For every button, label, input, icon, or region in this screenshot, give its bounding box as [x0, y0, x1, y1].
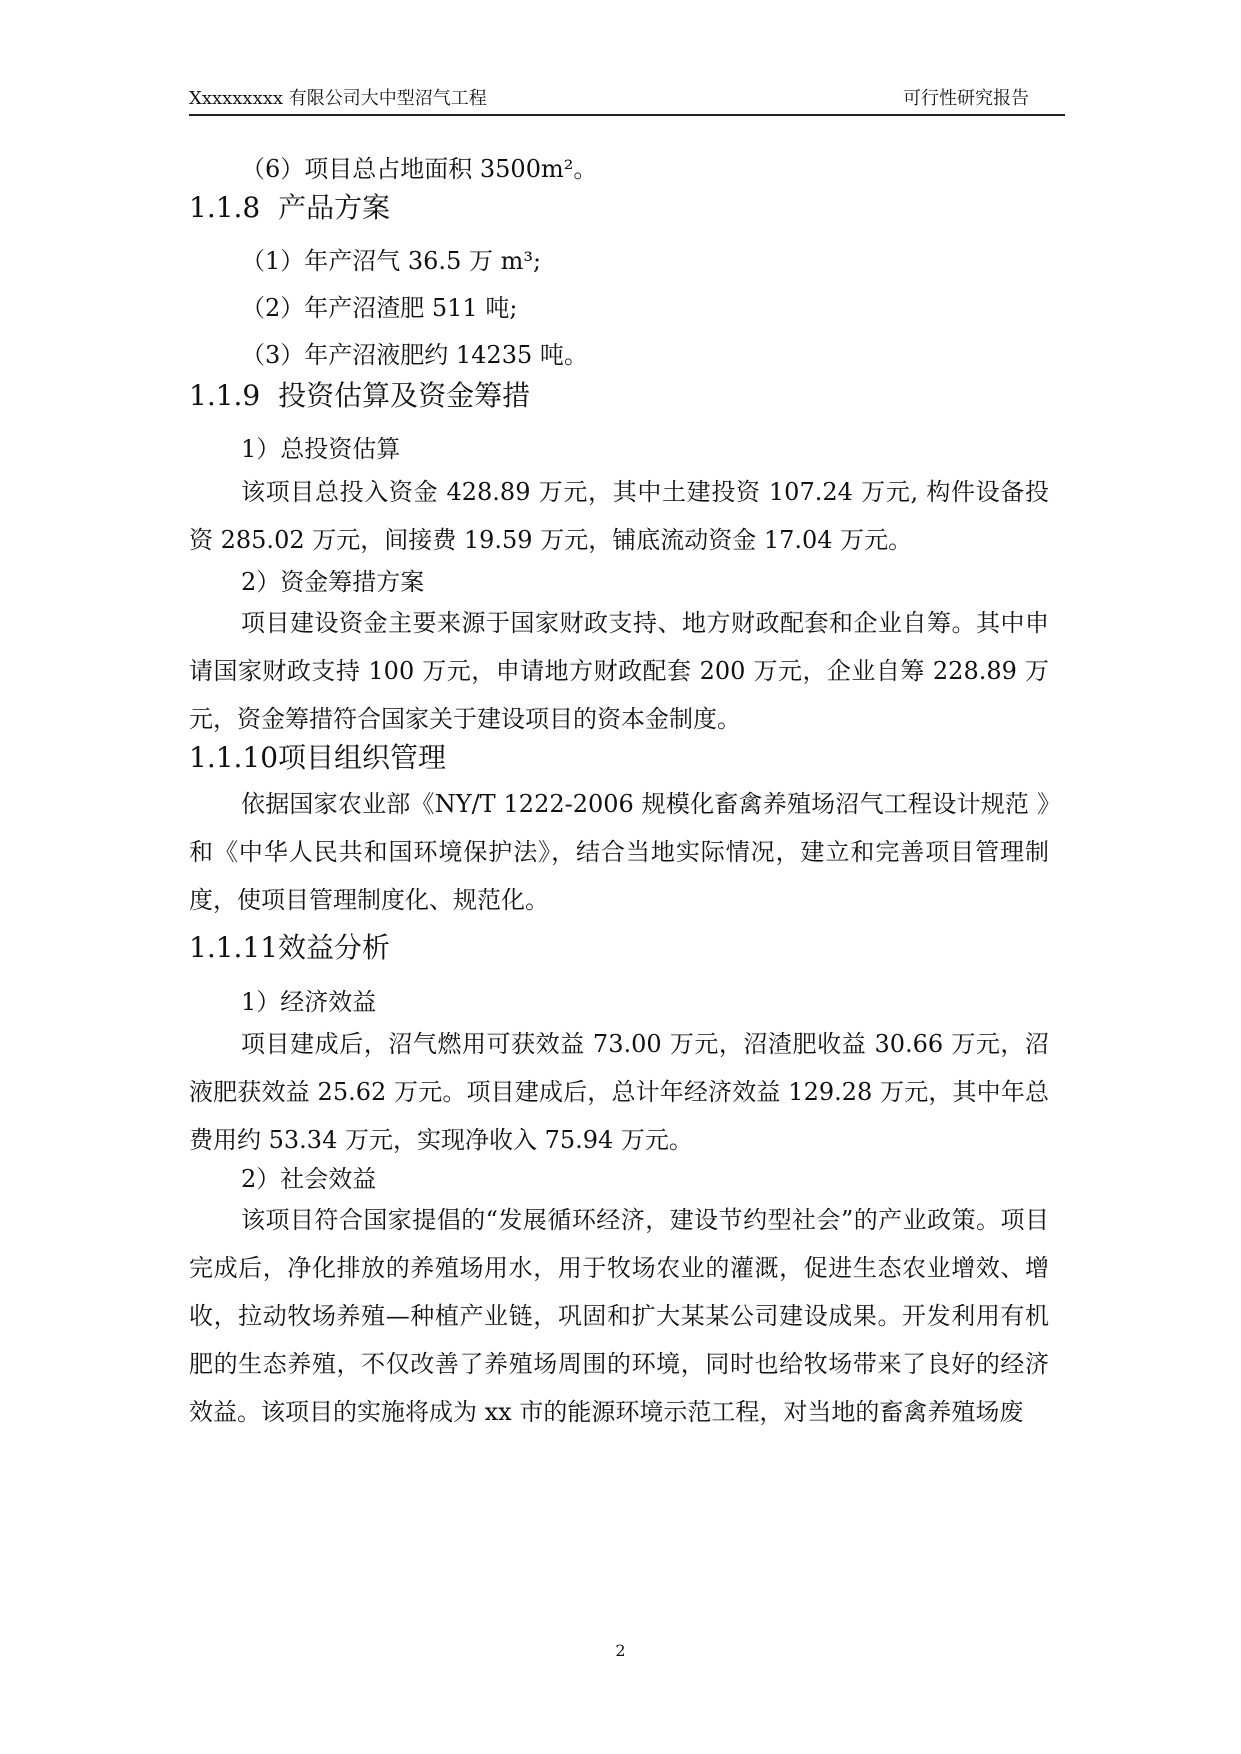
- page-number: 2: [615, 1641, 626, 1660]
- paragraph-investment: 该项目总投入资金 428.89 万元，其中土建投资 107.24 万元, 构件设备投资 285.02 万元，间接费 19.59 万元，铺底流动资金 17.04 万元。: [189, 478, 1049, 554]
- product-item-1: （1）年产沼气 36.5 万 m³;: [241, 247, 542, 275]
- product-item-3: （3）年产沼液肥约 14235 吨。: [241, 341, 588, 369]
- section-heading-1-1-9: [189, 378, 530, 414]
- header-report-type: 可行性研究报告: [903, 88, 1029, 109]
- section-heading-1-1-11: 1.1.11效益分析: [189, 931, 391, 964]
- product-item-2: （2）年产沼渣肥 511 吨;: [241, 294, 518, 322]
- paragraph-management: 依据国家农业部《NY/T 1222-2006 规模化畜禽养殖场沼气工程设计规范 》和《中华人民共和国环境保护法》，结合当地实际情况，建立和完善项目管理制度，使项目管理制度化、规范化。: [189, 790, 1049, 914]
- subheading-funding: 2）资金筹措方案: [241, 568, 425, 596]
- header-company-title: Xxxxxxxxx 有限公司大中型沼气工程: [189, 88, 487, 109]
- paragraph-social: 该项目符合国家提倡的“发展循环经济，建设节约型社会”的产业政策。项目完成后，净化排放的养殖场用水，用于牧场农业的灌溉，促进生态农业增效、增收，拉动牧场养殖—种植产业链，巩固和扩大某某公司建设成果。开发利用有机肥的生态养殖，不仅改善了养殖场周围的环境，同时也给牧场带来了良好的经济效益。该项目的实施将成为 xx 市的能源环境示范工程，对当地的畜禽养殖场废: [189, 1206, 1049, 1426]
- subheading-total-investment: 1）总投资估算: [241, 435, 401, 463]
- page-header: [189, 88, 1065, 116]
- paragraph-economic: 项目建成后，沼气燃用可获效益 73.00 万元，沼渣肥收益 30.66 万元，沼液肥获效益 25.62 万元。项目建成后，总计年经济效益 129.28 万元，其中年总费用约 53.34 万元，实现净收入 75.94 万元。: [189, 1030, 1049, 1154]
- section-heading-1-1-8: [189, 190, 390, 226]
- item-total-area: （6）项目总占地面积 3500m²。: [241, 155, 598, 183]
- section-title: 产品方案: [278, 191, 391, 224]
- subheading-economic: 1）经济效益: [241, 988, 377, 1016]
- section-title: 投资估算及资金筹措: [278, 379, 531, 412]
- paragraph-funding: 项目建设资金主要来源于国家财政支持、地方财政配套和企业自筹。其中申请国家财政支持 100 万元，申请地方财政配套 200 万元，企业自筹 228.89 万元，资金筹措符合国家关于建设项目的资本金制度。: [189, 609, 1049, 733]
- section-number: 1.1.9: [189, 379, 261, 412]
- section-number: 1.1.8: [189, 191, 261, 224]
- subheading-social: 2）社会效益: [241, 1165, 377, 1193]
- section-heading-1-1-10: 1.1.10项目组织管理: [189, 741, 447, 774]
